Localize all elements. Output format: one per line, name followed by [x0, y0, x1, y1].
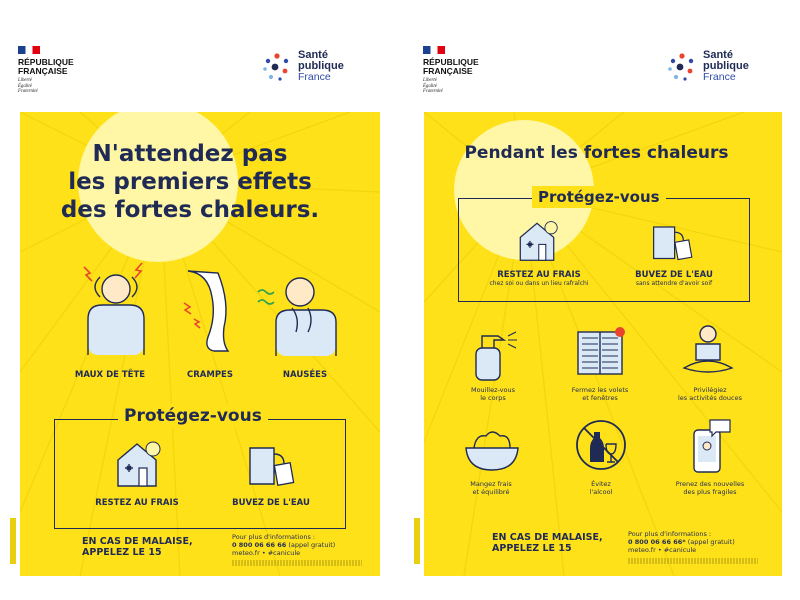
tip-label-check-fragile [658, 480, 762, 496]
spf-line2: publique [298, 60, 344, 72]
spray-bottle-icon [468, 326, 518, 382]
rf-line1: RÉPUBLIQUE [18, 57, 74, 67]
left-title-line3: des fortes chaleurs. [60, 197, 320, 223]
side-strip-right [414, 518, 420, 564]
house-cool-icon [514, 218, 560, 262]
left-emergency-call [82, 536, 193, 558]
headache-icon [70, 257, 160, 357]
rf-motto [423, 78, 479, 95]
marianne-flag-icon [18, 46, 40, 54]
rf-logo-right [423, 46, 479, 95]
left-title-line2: les premiers effets [68, 169, 312, 195]
right-fine-print [628, 558, 758, 564]
tip-eat-line2: et équilibré [472, 488, 510, 496]
tip-alcohol-line2: l'alcool [589, 488, 613, 496]
tip-shutters-line1: Fermez les volets [571, 386, 629, 394]
right-info-web: meteo.fr • #canicule [628, 546, 697, 554]
left-call-line2: APPELEZ LE 15 [82, 547, 162, 558]
tip-eat-line1: Mangez frais [470, 480, 512, 488]
right-protect-water-sub: sans attendre d'avoir soif [635, 280, 713, 287]
spf-line1: Santé [703, 49, 733, 61]
spf-line3: France [298, 71, 331, 83]
spf-dots-icon [667, 52, 697, 82]
left-poster [20, 112, 380, 576]
water-jug-icon [648, 220, 696, 262]
tip-gentle-line2: les activités douces [677, 394, 742, 402]
rf-motto [18, 78, 74, 95]
right-info-title: Pour plus d'informations : [628, 530, 712, 538]
tip-label-shutters [552, 386, 648, 402]
right-info-block [628, 530, 735, 554]
right-emergency-call [492, 532, 603, 554]
left-info-phone: 0 800 06 66 66 [232, 541, 287, 549]
right-poster [424, 112, 782, 576]
symptom-label-cramps: CRAMPES [187, 370, 233, 380]
rf-line1: RÉPUBLIQUE [423, 57, 479, 67]
tip-label-no-alcohol [556, 480, 646, 496]
right-title: Pendant les fortes chaleurs [464, 143, 729, 163]
leg-cramp-icon [178, 267, 248, 357]
tip-label-eat-fresh [446, 480, 536, 496]
water-jug-icon [244, 440, 298, 488]
left-protect-title: Protégez-vous [118, 404, 268, 428]
tip-wet-line1: Mouillez-vous [470, 386, 516, 394]
spf-logo-left [262, 50, 344, 83]
marianne-flag-icon [423, 46, 445, 54]
house-cool-icon [112, 438, 162, 488]
left-protect-box [54, 419, 346, 529]
no-alcohol-icon [574, 418, 628, 472]
symptom-label-headache: MAUX DE TÊTE [74, 370, 146, 380]
left-info-title: Pour plus d'informations : [232, 533, 316, 541]
left-title [20, 140, 360, 224]
tip-wet-line2: le corps [480, 394, 506, 402]
right-info-phone-note: (appel gratuit) [685, 538, 735, 546]
right-protect-label-water [604, 270, 744, 287]
left-call-line1: EN CAS DE MALAISE, [82, 536, 193, 547]
rf-motto1: Liberté [18, 78, 32, 83]
tip-gentle-line1: Privilégiez [693, 386, 727, 394]
spf-text [703, 50, 749, 83]
rf-name [423, 58, 479, 76]
rf-motto1: Liberté [423, 78, 437, 83]
right-protect-label-cool [464, 270, 614, 287]
rf-motto2: Égalité [18, 83, 32, 89]
rf-line2: FRANÇAISE [423, 66, 473, 76]
rf-motto3: Fraternité [423, 89, 443, 94]
left-info-web: meteo.fr • #canicule [232, 549, 301, 557]
left-protect-label-water: BUVEZ DE L'EAU [232, 498, 310, 508]
spf-logo-right [667, 50, 749, 83]
tip-alcohol-line1: Évitez [591, 480, 611, 488]
right-info-phone: 0 800 06 66 66* [628, 538, 686, 546]
left-protect-label-cool: RESTEZ AU FRAIS [95, 498, 179, 508]
tip-shutters-line2: et fenêtres [582, 394, 618, 402]
spf-line1: Santé [298, 49, 328, 61]
tip-fragile-line1: Prenez des nouvelles [675, 480, 745, 488]
left-info-phone-note: (appel gratuit) [286, 541, 336, 549]
right-protect-cool-sub: chez soi ou dans un lieu rafraîchi [489, 280, 589, 287]
rf-motto2: Égalité [423, 83, 437, 89]
left-fine-print [232, 560, 362, 566]
phone-call-icon [686, 418, 732, 474]
right-call-line2: APPELEZ LE 15 [492, 543, 572, 554]
right-protect-title: Protégez-vous [532, 186, 666, 208]
tip-fragile-line2: des plus fragiles [683, 488, 737, 496]
right-protect-cool-title: RESTEZ AU FRAIS [497, 270, 581, 280]
rf-line2: FRANÇAISE [18, 66, 68, 76]
left-title-line1: N'attendez pas [92, 141, 288, 167]
rf-logo-left [18, 46, 74, 95]
right-call-line1: EN CAS DE MALAISE, [492, 532, 603, 543]
shutters-icon [574, 326, 626, 378]
meditation-icon [680, 322, 736, 378]
side-strip-left [10, 518, 16, 564]
tip-label-wet-body [448, 386, 538, 402]
rf-name [18, 58, 74, 76]
right-protect-water-title: BUVEZ DE L'EAU [635, 270, 713, 280]
rf-motto3: Fraternité [18, 89, 38, 94]
spf-text [298, 50, 344, 83]
spf-dots-icon [262, 52, 292, 82]
spf-line3: France [703, 71, 736, 83]
salad-bowl-icon [462, 424, 522, 474]
nausea-icon [256, 262, 346, 357]
spf-line2: publique [703, 60, 749, 72]
tip-label-gentle-activities [660, 386, 760, 402]
left-info-block [232, 533, 335, 557]
symptom-label-nausea: NAUSÉES [282, 370, 328, 380]
